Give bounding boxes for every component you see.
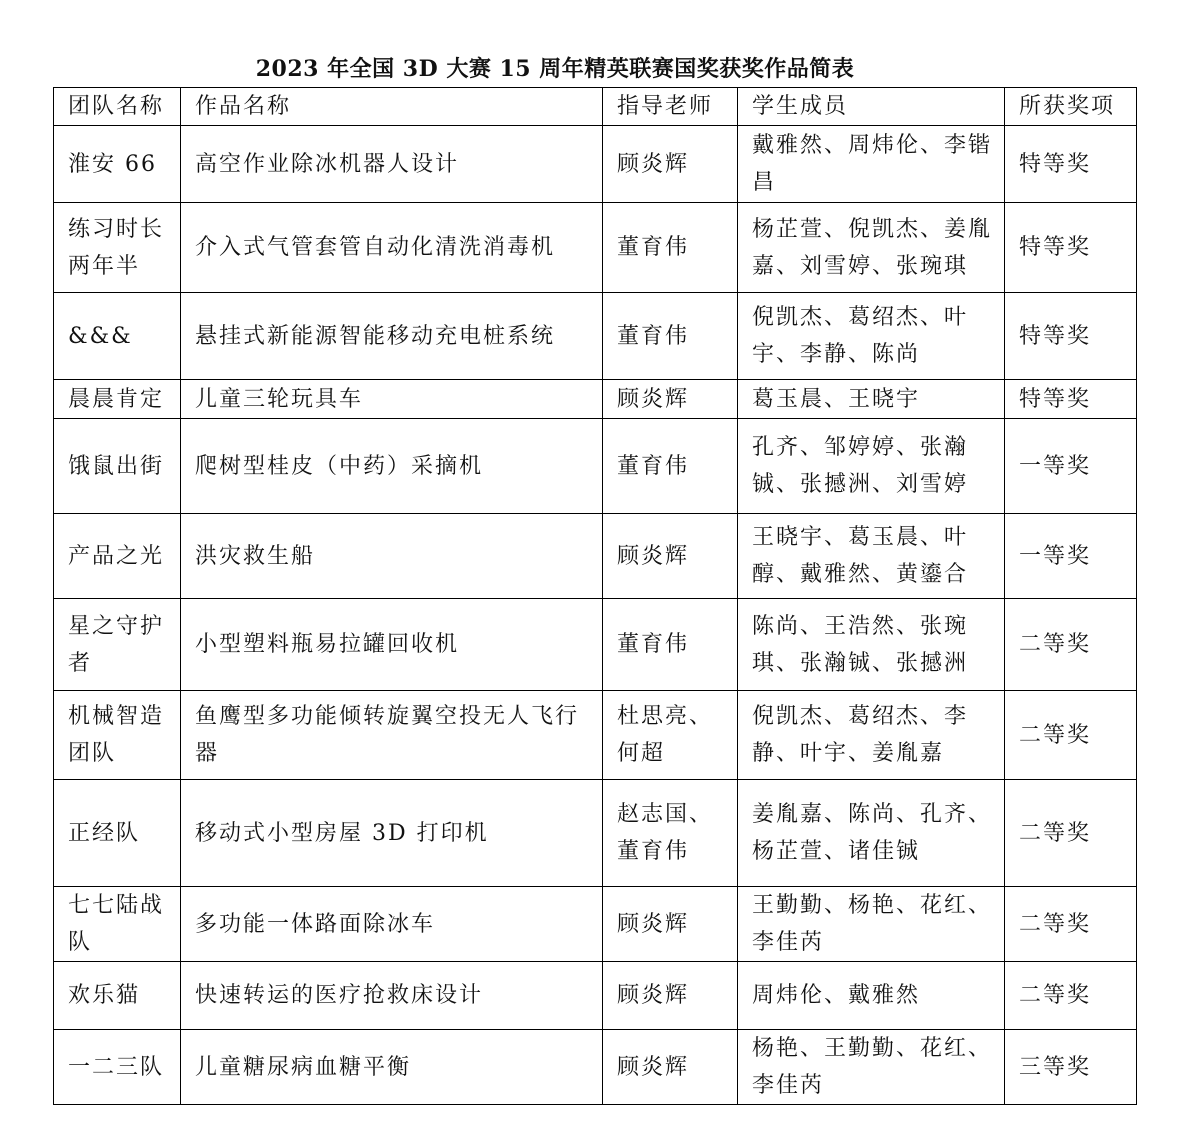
cell-students: 陈尚、王浩然、张琬琪、张瀚铖、张撼洲 [738,599,1005,691]
cell-award: 一等奖 [1005,419,1137,514]
cell-work: 多功能一体路面除冰车 [181,887,603,962]
cell-work: 移动式小型房屋 3D 打印机 [181,780,603,887]
cell-teacher: 顾炎辉 [603,380,738,419]
cell-award: 特等奖 [1005,380,1137,419]
cell-award: 特等奖 [1005,293,1137,380]
cell-team: 机械智造团队 [54,691,181,780]
table-row [54,514,1137,599]
cell-work: 快速转运的医疗抢救床设计 [181,962,603,1030]
header-work: 作品名称 [181,88,603,126]
cell-award: 二等奖 [1005,962,1137,1030]
awards-table [53,87,1137,1105]
cell-teacher: 董育伟 [603,599,738,691]
cell-award: 二等奖 [1005,691,1137,780]
cell-work: 儿童三轮玩具车 [181,380,603,419]
cell-work: 悬挂式新能源智能移动充电桩系统 [181,293,603,380]
cell-students: 王晓宇、葛玉晨、叶醇、戴雅然、黄鎏合 [738,514,1005,599]
cell-teacher: 顾炎辉 [603,126,738,203]
cell-teacher: 顾炎辉 [603,1030,738,1105]
cell-teacher: 顾炎辉 [603,887,738,962]
cell-award: 一等奖 [1005,514,1137,599]
cell-work: 爬树型桂皮（中药）采摘机 [181,419,603,514]
cell-award: 二等奖 [1005,887,1137,962]
cell-students: 葛玉晨、王晓宇 [738,380,1005,419]
cell-team: 七七陆战队 [54,887,181,962]
cell-team: 饿鼠出街 [54,419,181,514]
header-students: 学生成员 [738,88,1005,126]
cell-team: 星之守护者 [54,599,181,691]
cell-award: 特等奖 [1005,126,1137,203]
table-row [54,126,1137,203]
table-row [54,887,1137,962]
cell-award: 特等奖 [1005,203,1137,293]
header-teacher: 指导老师 [603,88,738,126]
cell-team: 晨晨肯定 [54,380,181,419]
table-row [54,962,1137,1030]
table-row [54,293,1137,380]
cell-students: 周炜伦、戴雅然 [738,962,1005,1030]
document-title: 2023 年全国 3D 大赛 15 周年精英联赛国奖获奖作品简表 [255,56,855,82]
table-row [54,1030,1137,1105]
cell-award: 二等奖 [1005,780,1137,887]
cell-work: 小型塑料瓶易拉罐回收机 [181,599,603,691]
cell-students: 戴雅然、周炜伦、李锴昌 [738,126,1005,203]
cell-teacher: 杜思亮、何超 [603,691,738,780]
cell-team: 一二三队 [54,1030,181,1105]
table-row [54,380,1137,419]
cell-work: 儿童糖尿病血糖平衡 [181,1030,603,1105]
header-team: 团队名称 [54,88,181,126]
cell-work: 鱼鹰型多功能倾转旋翼空投无人飞行器 [181,691,603,780]
cell-students: 杨艳、王勤勤、花红、李佳芮 [738,1030,1005,1105]
cell-students: 姜胤嘉、陈尚、孔齐、杨芷萱、诸佳铖 [738,780,1005,887]
cell-students: 倪凯杰、葛绍杰、李静、叶宇、姜胤嘉 [738,691,1005,780]
header-award: 所获奖项 [1005,88,1137,126]
cell-award: 三等奖 [1005,1030,1137,1105]
cell-team: 产品之光 [54,514,181,599]
cell-team: 练习时长两年半 [54,203,181,293]
cell-students: 孔齐、邹婷婷、张瀚铖、张撼洲、刘雪婷 [738,419,1005,514]
table-row [54,203,1137,293]
cell-work: 高空作业除冰机器人设计 [181,126,603,203]
cell-award: 二等奖 [1005,599,1137,691]
cell-teacher: 顾炎辉 [603,962,738,1030]
cell-students: 王勤勤、杨艳、花红、李佳芮 [738,887,1005,962]
cell-teacher: 董育伟 [603,419,738,514]
cell-teacher: 董育伟 [603,203,738,293]
table-header-row [54,88,1137,126]
cell-work: 洪灾救生船 [181,514,603,599]
cell-team: 欢乐猫 [54,962,181,1030]
cell-teacher: 顾炎辉 [603,514,738,599]
cell-team: &&& [54,293,181,380]
table-row [54,419,1137,514]
cell-team: 淮安 66 [54,126,181,203]
cell-work: 介入式气管套管自动化清洗消毒机 [181,203,603,293]
cell-students: 倪凯杰、葛绍杰、叶宇、李静、陈尚 [738,293,1005,380]
table-row [54,691,1137,780]
cell-students: 杨芷萱、倪凯杰、姜胤嘉、刘雪婷、张琬琪 [738,203,1005,293]
cell-teacher: 董育伟 [603,293,738,380]
cell-team: 正经队 [54,780,181,887]
table-row [54,599,1137,691]
table-row [54,780,1137,887]
cell-teacher: 赵志国、董育伟 [603,780,738,887]
